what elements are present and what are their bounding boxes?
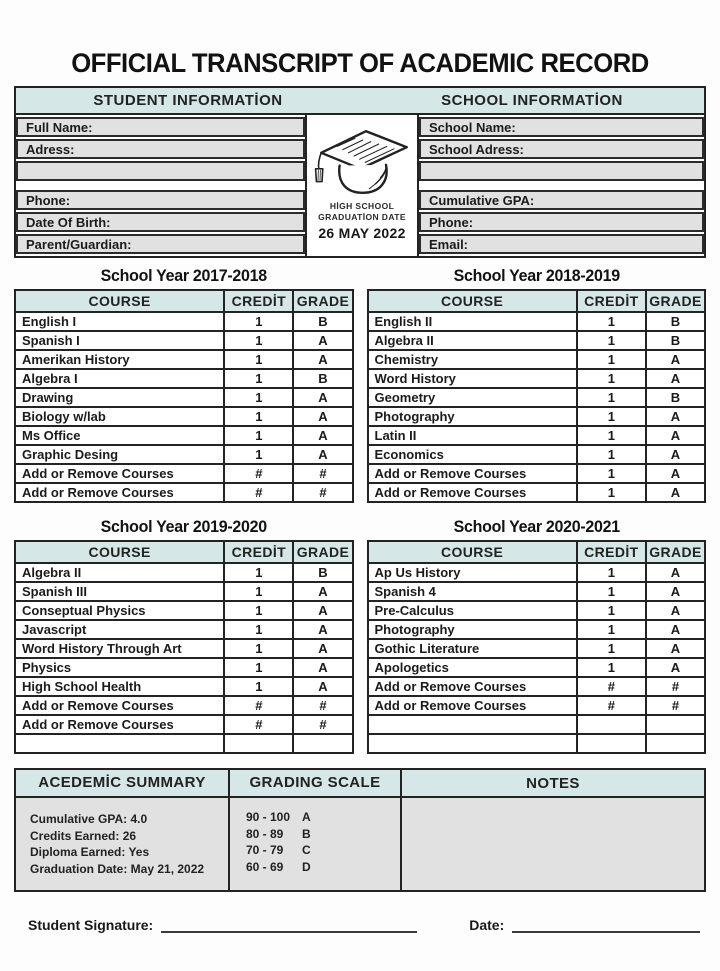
credit-cell: 1 [577,582,646,601]
grading-letter: C [302,843,311,857]
grade-cell: # [293,464,352,483]
course-row [368,369,706,388]
course-name-cell: Add or Remove Courses [15,696,224,715]
course-row [368,331,706,350]
course-name-cell: Algebra I [15,369,224,388]
col-header-course: COURSE [368,541,577,563]
summary-line-1: Credits Earned: 26 [30,828,137,843]
course-row [15,715,353,734]
school-field-5: Email: [419,234,704,254]
credit-cell: # [224,483,293,502]
grade-cell: A [293,677,352,696]
courses-header-row [368,541,706,563]
credit-cell: 1 [224,331,293,350]
col-header-credi̇t: CREDİT [224,541,293,563]
date-line[interactable] [512,917,700,933]
credit-cell: 1 [577,620,646,639]
grading-row-1 [246,826,400,843]
credit-cell: 1 [577,331,646,350]
school-field-4: Phone: [419,212,704,232]
credit-cell: 1 [224,426,293,445]
school-year-title-0: School Year 2017-2018 [100,266,267,285]
credit-cell: 1 [577,388,646,407]
course-name-cell: Apologetics [368,658,577,677]
grading-letter: D [302,859,311,874]
credit-cell: 1 [224,582,293,601]
course-row [15,639,353,658]
course-row [368,620,706,639]
col-header-course: COURSE [15,290,224,312]
grade-cell: # [293,715,352,734]
grade-cell: A [293,445,352,464]
course-row [15,483,353,502]
credit-cell: 1 [577,639,646,658]
credit-cell [577,734,646,753]
grade-cell: A [646,620,705,639]
course-row [15,677,353,696]
course-row [15,601,353,620]
credit-cell: 1 [577,312,646,331]
school-field-blank [419,161,704,181]
school-year-block-0 [14,266,354,503]
summary-section [14,768,706,892]
grade-cell: A [646,658,705,677]
course-row [368,734,706,753]
course-name-cell: Pre-Calculus [368,601,577,620]
student-field-4: Date Of Birth: [16,212,305,232]
courses-table-3 [367,540,707,754]
course-name-cell: Spanish I [15,331,224,350]
col-header-grade: GRADE [646,541,705,563]
student-field-5: Parent/Guardian: [16,234,305,254]
graduation-date: 26 MAY 2022 [318,225,406,241]
grade-cell: B [646,312,705,331]
course-name-cell: Physics [15,658,224,677]
grading-range: 70 - 79 [246,843,284,857]
course-row [368,445,706,464]
grading-letter: B [302,826,311,841]
grading-range: 90 - 100 [246,810,291,824]
course-name-cell [368,734,577,753]
grade-cell: # [293,483,352,502]
credit-cell: 1 [224,388,293,407]
grade-cell: A [293,620,352,639]
col-header-credi̇t: CREDİT [577,290,646,312]
grade-cell: A [646,582,705,601]
course-row [368,312,706,331]
courses-header-row [368,290,706,312]
grade-cell: # [293,696,352,715]
student-field-blank [16,161,305,181]
course-name-cell: Word History Through Art [15,639,224,658]
course-row [368,388,706,407]
course-name-cell: Latin II [368,426,577,445]
grading-scale-content [230,798,402,890]
course-name-cell: Ap Us History [368,563,577,582]
course-row [15,734,353,753]
credit-cell: 1 [577,658,646,677]
credit-cell: 1 [224,312,293,331]
course-name-cell: Add or Remove Courses [15,715,224,734]
course-row [368,563,706,582]
grade-cell: A [293,582,352,601]
credit-cell: 1 [577,483,646,502]
credit-cell: 1 [577,464,646,483]
course-row [15,426,353,445]
course-row [15,563,353,582]
courses-table-2 [14,540,354,754]
courses-header-row [15,541,353,563]
credit-cell: 1 [577,407,646,426]
credit-cell: 1 [224,407,293,426]
grade-cell: B [293,563,352,582]
school-year-tables [14,266,706,754]
school-year-block-3 [367,517,707,754]
course-row [368,639,706,658]
course-name-cell: Add or Remove Courses [368,483,577,502]
school-year-title-2: School Year 2019-2020 [100,517,267,536]
course-name-cell: Spanish III [15,582,224,601]
course-name-cell: Spanish 4 [368,582,577,601]
course-row [15,312,353,331]
student-info-fields [16,115,305,256]
course-row [15,445,353,464]
school-info-fields [419,115,704,256]
school-year-block-1 [367,266,707,503]
credit-cell: # [224,715,293,734]
summary-line-0: Cumulative GPA: 4.0 [30,812,148,826]
col-header-grade: GRADE [646,290,705,312]
courses-table-0 [14,289,354,503]
grade-cell: A [646,426,705,445]
credit-cell: 1 [577,426,646,445]
credit-cell: 1 [224,445,293,464]
course-row [368,715,706,734]
course-row [368,350,706,369]
course-name-cell: English I [15,312,224,331]
grade-cell: A [293,350,352,369]
col-header-course: COURSE [368,290,577,312]
course-row [368,464,706,483]
grading-range: 60 - 69 [246,859,284,874]
info-section [14,86,706,258]
school-field-1: School Adress: [419,139,704,159]
grade-cell: A [646,563,705,582]
course-row [15,658,353,677]
col-header-grade: GRADE [293,541,352,563]
credit-cell [224,734,293,753]
student-signature-line[interactable] [161,917,417,933]
course-name-cell [15,734,224,753]
grade-cell: # [646,677,705,696]
course-name-cell: Algebra II [368,331,577,350]
credit-cell: # [577,677,646,696]
course-row [368,601,706,620]
grade-cell [293,734,352,753]
course-row [368,696,706,715]
school-field-0: School Name: [419,117,704,137]
credit-cell: 1 [224,677,293,696]
grade-cell: # [646,696,705,715]
graduation-cap-icon [310,119,414,201]
course-name-cell: Photography [368,620,577,639]
col-header-credi̇t: CREDİT [577,541,646,563]
credit-cell [577,715,646,734]
col-header-course: COURSE [15,541,224,563]
credit-cell: 1 [224,639,293,658]
course-row [15,331,353,350]
grading-row-2 [246,842,400,859]
credit-cell: # [224,464,293,483]
course-row [368,582,706,601]
course-name-cell: Algebra II [15,563,224,582]
graduation-panel [305,115,419,256]
credit-cell: 1 [224,620,293,639]
grade-cell: A [293,331,352,350]
course-name-cell: Conseptual Physics [15,601,224,620]
school-field-3: Cumulative GPA: [419,190,704,210]
credit-cell: 1 [577,369,646,388]
school-year-title-3: School Year 2020-2021 [453,517,620,536]
summary-section-body [16,798,704,890]
course-row [15,369,353,388]
grade-cell: A [293,658,352,677]
grade-cell: A [646,483,705,502]
grade-cell: A [293,388,352,407]
course-name-cell: Photography [368,407,577,426]
course-name-cell: Ms Office [15,426,224,445]
summary-line-3: Graduation Date: May 21, 2022 [30,861,205,876]
credit-cell: 1 [577,350,646,369]
info-section-header [16,88,704,115]
course-name-cell: Add or Remove Courses [15,464,224,483]
notes-header: NOTES [526,774,580,792]
grade-cell: A [293,639,352,658]
grading-letter: A [302,810,311,824]
graduation-label-line1: HİGH SCHOOL [329,201,395,211]
grade-cell: A [646,369,705,388]
credit-cell: 1 [577,445,646,464]
grade-cell [646,715,705,734]
date-label: Date: [469,917,505,933]
school-year-title-1: School Year 2018-2019 [453,266,620,285]
credit-cell: 1 [224,658,293,677]
course-name-cell: Economics [368,445,577,464]
student-signature-label: Student Signature: [28,917,154,933]
credit-cell: 1 [224,350,293,369]
credit-cell: # [577,696,646,715]
academic-summary-content [16,798,230,890]
course-name-cell: High School Health [15,677,224,696]
grade-cell: B [646,331,705,350]
course-row [368,426,706,445]
grade-cell [646,734,705,753]
course-name-cell: English II [368,312,577,331]
signature-footer [28,917,706,933]
credit-cell: 1 [224,601,293,620]
page-title: OFFICIAL TRANSCRIPT OF ACADEMIC RECORD [71,48,649,78]
course-row [15,696,353,715]
student-info-header: STUDENT INFORMATİON [93,92,283,109]
school-info-header: SCHOOL INFORMATİON [441,92,623,109]
course-name-cell: Add or Remove Courses [368,696,577,715]
grade-cell: B [293,312,352,331]
credit-cell: 1 [224,369,293,388]
course-row [368,658,706,677]
grade-cell: A [293,601,352,620]
course-row [368,483,706,502]
course-row [15,464,353,483]
course-name-cell: Gothic Literature [368,639,577,658]
grade-cell: B [293,369,352,388]
grade-cell: A [646,464,705,483]
credit-cell: 1 [224,563,293,582]
course-row [15,350,353,369]
grade-cell: A [646,350,705,369]
course-row [368,407,706,426]
col-header-credi̇t: CREDİT [224,290,293,312]
info-section-body [16,115,704,256]
courses-table-1 [367,289,707,503]
grade-cell: A [293,426,352,445]
course-row [15,582,353,601]
col-header-grade: GRADE [293,290,352,312]
course-name-cell: Amerikan History [15,350,224,369]
course-row [15,388,353,407]
course-name-cell: Word History [368,369,577,388]
credit-cell: 1 [577,601,646,620]
academic-summary-header: ACEDEMİC SUMMARY [16,770,230,796]
notes-content [402,798,704,890]
course-name-cell: Geometry [368,388,577,407]
course-name-cell: Add or Remove Courses [15,483,224,502]
grading-scale-header: GRADING SCALE [230,770,402,796]
course-name-cell: Add or Remove Courses [368,464,577,483]
course-row [15,620,353,639]
grade-cell: A [646,601,705,620]
course-name-cell [368,715,577,734]
grading-range: 80 - 89 [246,826,284,841]
student-field-1: Adress: [16,139,305,159]
grade-cell: B [646,388,705,407]
courses-header-row [15,290,353,312]
credit-cell: # [224,696,293,715]
summary-line-2: Diploma Earned: Yes [30,845,150,859]
graduation-label-line2: GRADUATİON DATE [318,212,406,222]
grading-row-0 [246,809,400,826]
credit-cell: 1 [577,563,646,582]
course-name-cell: Javascript [15,620,224,639]
course-name-cell: Add or Remove Courses [368,677,577,696]
grade-cell: A [293,407,352,426]
course-name-cell: Biology w/lab [15,407,224,426]
grading-row-3 [246,859,400,876]
school-year-block-2 [14,517,354,754]
course-name-cell: Drawing [15,388,224,407]
course-name-cell: Chemistry [368,350,577,369]
course-name-cell: Graphic Desing [15,445,224,464]
summary-section-header [16,770,704,798]
grade-cell: A [646,445,705,464]
student-field-3: Phone: [16,190,305,210]
grade-cell: A [646,407,705,426]
grade-cell: A [646,639,705,658]
course-row [15,407,353,426]
student-field-0: Full Name: [16,117,305,137]
course-row [368,677,706,696]
